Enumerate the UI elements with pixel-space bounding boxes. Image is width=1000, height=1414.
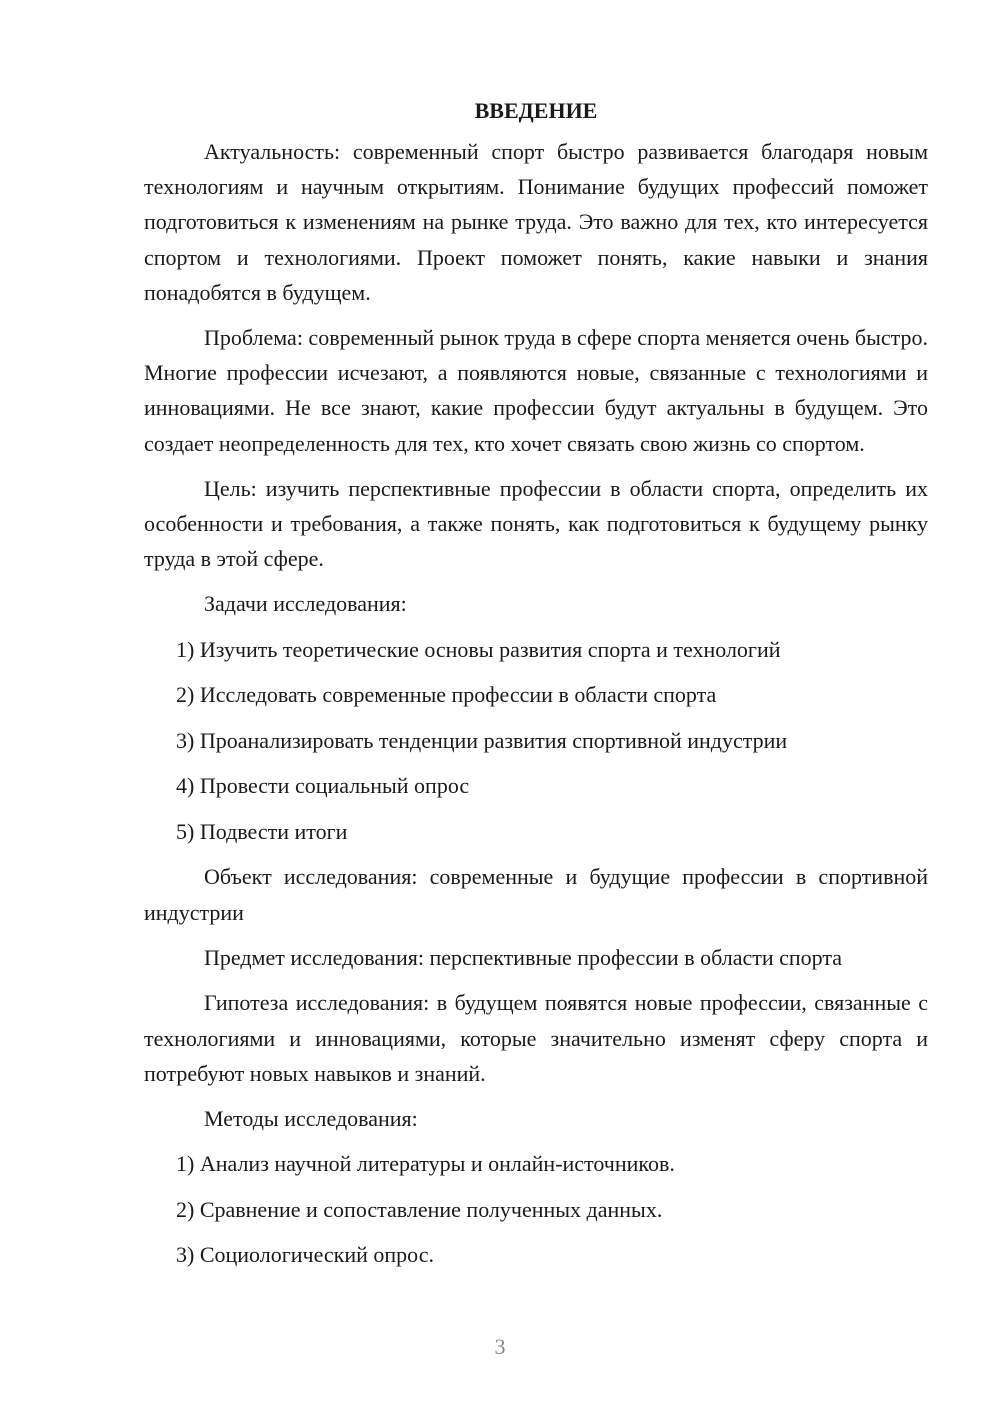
task-item: 4) Провести социальный опрос — [176, 773, 470, 799]
tasks-title: Задачи исследования: — [204, 591, 407, 617]
page-content — [144, 94, 928, 1283]
methods-title: Методы исследования: — [204, 1105, 418, 1131]
method-item: 3) Социологический опрос. — [176, 1242, 434, 1268]
task-item: 2) Исследовать современные профессии в области спорта — [176, 682, 717, 708]
section-heading: ВВЕДЕНИЕ — [474, 98, 598, 123]
object-paragraph: Объект исследования: современные и будущие профессии в спортивной индустрии — [144, 864, 928, 925]
goal-paragraph: Цель: изучить перспективные профессии в области спорта, определить их особенности и требования, а также понять, как подготовиться к будущему рынку труда в этой сфере. — [144, 475, 928, 572]
hypothesis-paragraph: Гипотеза исследования: в будущем появятся новые профессии, связанные с технологиями и инновациями, которые значительно изменят сферу спорта и потребуют новых навыков и знаний. — [144, 990, 928, 1086]
method-item: 2) Сравнение и сопоставление полученных данных. — [176, 1196, 663, 1222]
task-item: 5) Подвести итоги — [176, 818, 348, 844]
subject-line: Предмет исследования: перспективные профессии в области спорта — [204, 944, 843, 970]
problem-paragraph: Проблема: современный рынок труда в сфере спорта меняется очень быстро. Многие профессии исчезают, а появляются новые, связанные с технологиями и инновациями. Не все знают, какие профессии будут актуальны в будущем. Это создает неопределенность для тех, кто хочет связать свою жизнь со спортом. — [144, 325, 928, 456]
task-item: 1) Изучить теоретические основы развития спорта и технологий — [176, 636, 781, 662]
relevance-paragraph: Актуальность: современный спорт быстро развивается благодаря новым технологиям и научным открытиям. Понимание будущих профессий поможет подготовиться к изменениям на рынке труда. Это важно для тех, кто интересуется спортом и технологиями. Проект поможет понять, какие навыки и знания понадобятся в будущем. — [144, 139, 928, 305]
page-number: 3 — [494, 1334, 506, 1359]
task-item: 3) Проанализировать тенденции развития спортивной индустрии — [176, 727, 788, 753]
method-item: 1) Анализ научной литературы и онлайн-источников. — [176, 1151, 675, 1177]
